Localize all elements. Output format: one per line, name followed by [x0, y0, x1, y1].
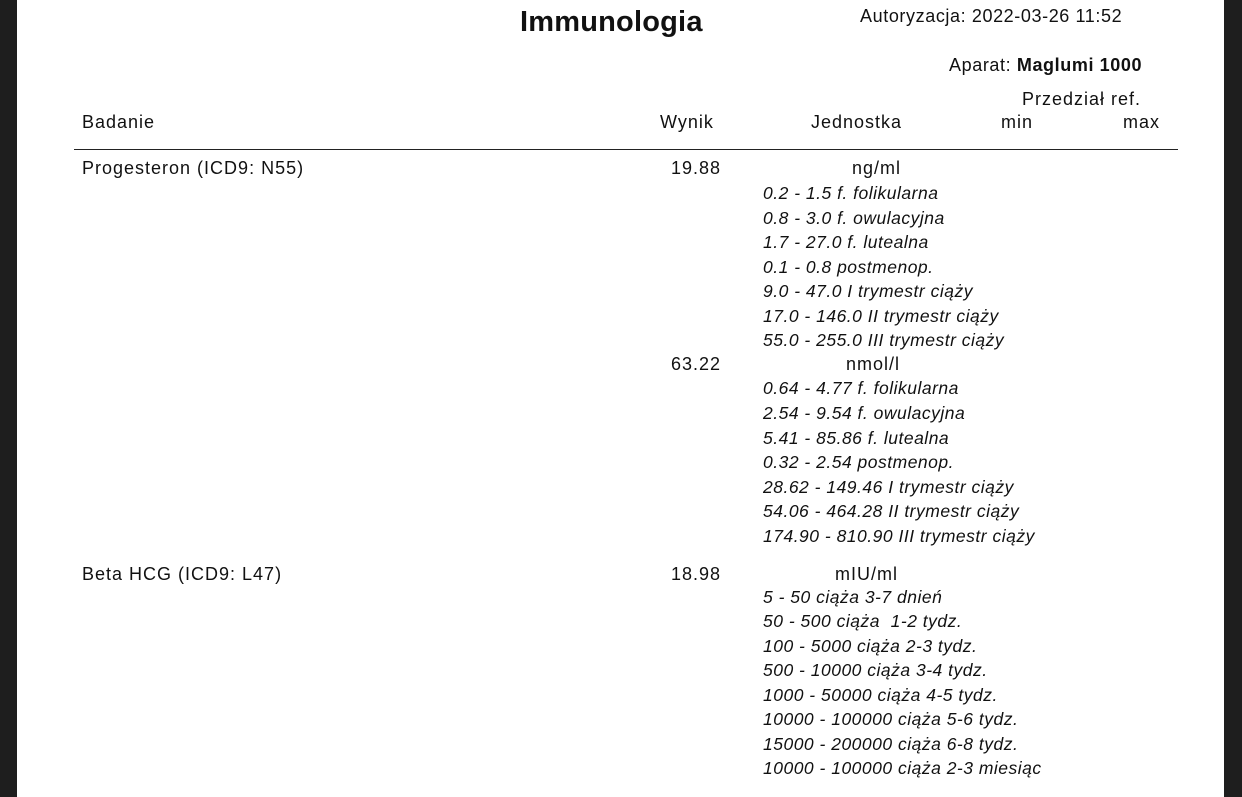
result-unit: nmol/l [846, 354, 901, 374]
reference-range: 174.90 - 810.90 III trymestr ciąży [763, 526, 1035, 546]
result-value: 63.22 [670, 354, 721, 374]
report-title: Immunologia [520, 6, 703, 38]
reference-range: 28.62 - 149.46 I trymestr ciąży [763, 477, 1014, 497]
result-unit: ng/ml [852, 158, 902, 178]
result-value: 18.98 [670, 564, 721, 584]
reference-range: 2.54 - 9.54 f. owulacyjna [763, 403, 966, 423]
header-min: min [1001, 112, 1034, 132]
reference-range: 500 - 10000 ciąża 3-4 tydz. [763, 660, 988, 680]
reference-range: 10000 - 100000 ciąża 2-3 miesiąc [763, 758, 1042, 778]
reference-range: 0.8 - 3.0 f. owulacyjna [763, 208, 945, 228]
report-page [17, 0, 1224, 797]
reference-range: 1.7 - 27.0 f. lutealna [763, 232, 929, 252]
reference-range: 54.06 - 464.28 II trymestr ciąży [763, 501, 1020, 521]
reference-range: 5.41 - 85.86 f. lutealna [763, 428, 950, 448]
reference-range: 17.0 - 146.0 II trymestr ciąży [763, 306, 999, 326]
device-label: Aparat: [949, 55, 1012, 75]
authorization-timestamp: Autoryzacja: 2022-03-26 11:52 [860, 6, 1123, 26]
result-value: 19.88 [670, 158, 721, 178]
header-test: Badanie [82, 112, 156, 132]
reference-range: 0.64 - 4.77 f. folikularna [763, 378, 959, 398]
reference-range: 55.0 - 255.0 III trymestr ciąży [763, 330, 1005, 350]
result-unit: mIU/ml [835, 564, 898, 584]
reference-range: 1000 - 50000 ciąża 4-5 tydz. [763, 685, 998, 705]
test-name: Progesteron (ICD9: N55) [82, 158, 305, 178]
device-name: Maglumi 1000 [1016, 55, 1143, 75]
reference-range: 0.2 - 1.5 f. folikularna [763, 183, 939, 203]
header-divider [74, 149, 1178, 150]
reference-range: 100 - 5000 ciąża 2-3 tydz. [763, 636, 978, 656]
reference-range: 15000 - 200000 ciąża 6-8 tydz. [763, 734, 1019, 754]
header-unit: Jednostka [811, 112, 903, 132]
reference-range: 5 - 50 ciąża 3-7 dnień [763, 587, 943, 607]
header-range-label: Przedział ref. [1022, 89, 1142, 109]
reference-range: 9.0 - 47.0 I trymestr ciąży [763, 281, 973, 301]
reference-range: 0.1 - 0.8 postmenop. [763, 257, 934, 277]
header-result: Wynik [660, 112, 714, 132]
reference-range: 50 - 500 ciąża 1-2 tydz. [763, 611, 963, 631]
reference-range: 0.32 - 2.54 postmenop. [763, 452, 954, 472]
reference-range: 10000 - 100000 ciąża 5-6 tydz. [763, 709, 1019, 729]
header-max: max [1123, 112, 1161, 132]
test-name: Beta HCG (ICD9: L47) [82, 564, 283, 584]
device-info [949, 55, 1142, 76]
